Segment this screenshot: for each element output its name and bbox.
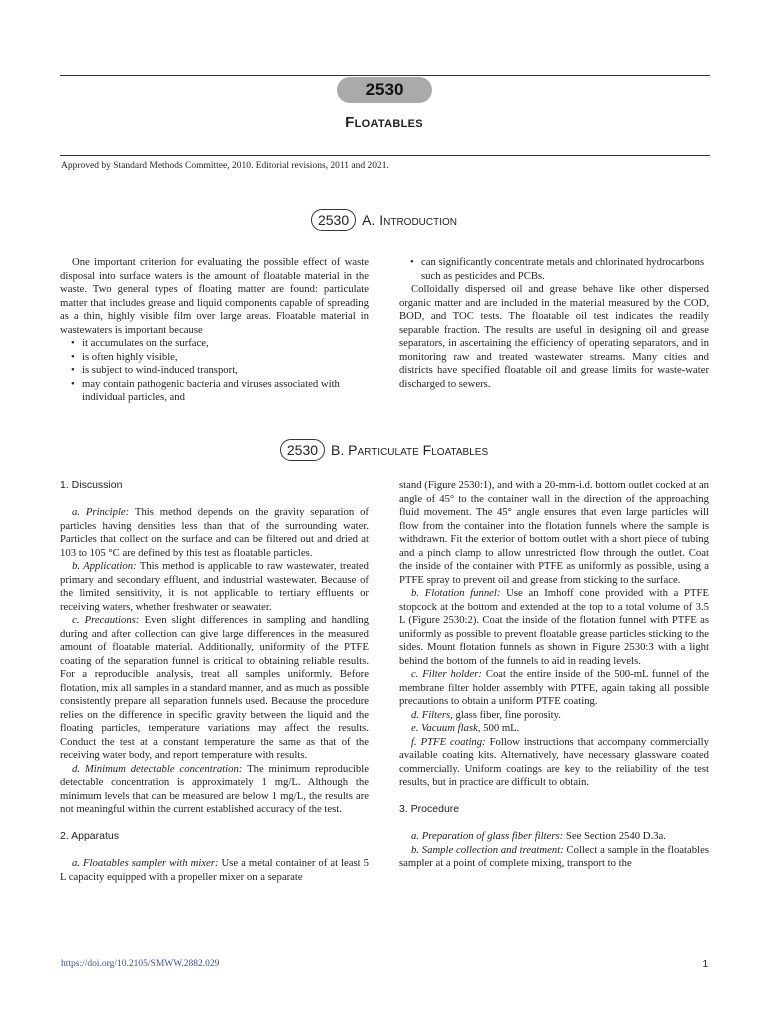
list-item: • is often highly visible, — [60, 351, 369, 365]
page-title: Floatables — [345, 114, 423, 131]
sampler-paragraph — [60, 857, 369, 884]
approval-note: Approved by Standard Methods Committee, 2010. Editorial revisions, 2011 and 2021. — [61, 161, 389, 171]
intro-paragraph: One important criterion for evaluating the possible effect of waste disposal into surface waters is the amount of floatable material in the waste. Two general types of floating matter are found: particulate matter that includes grease and liquid components capable of spreading as a thin, highly visible film over large areas. Floatable material in wastewaters is important because — [60, 256, 369, 336]
section-a-number: 2530 — [311, 209, 356, 231]
principle-paragraph — [60, 506, 369, 560]
list-item: • can significantly concentrate metals and chlorinated hydrocarbons such as pesticides and PCBs. — [399, 256, 709, 283]
intro-bullet-list — [60, 337, 369, 405]
section-a-left-column — [60, 256, 369, 405]
section-b-title: B. Particulate Floatables — [331, 442, 489, 458]
section-b-number: 2530 — [280, 439, 325, 461]
vacuum-flask-text: 500 mL. — [480, 722, 520, 734]
section-b-left-column — [60, 479, 369, 884]
sampler-label: a. Floatables sampler with mixer: — [72, 857, 219, 869]
application-label: b. Application: — [72, 560, 137, 572]
vacuum-flask-paragraph — [399, 722, 709, 736]
funnel-paragraph — [399, 587, 709, 668]
section-a-heading — [0, 209, 768, 231]
mdc-paragraph — [60, 763, 369, 817]
filter-prep-paragraph — [399, 830, 709, 844]
section-a-right-column — [399, 256, 709, 391]
stand-paragraph: stand (Figure 2530:1), and with a 20-mm-i.d. bottom outlet cocked at an angle of 45° to the container wall in the direction of the approaching fluid movement. The 45° angle ensures that even large particles will flow from the container into the flotation funnels where the sample is withdrawn. Fit the exterior of bottom outlet with a short piece of tubing and a pinch clamp to allow unrestricted flow through the outlet. Coat the inside of the container with PTFE as uniformly as possible, using a PTFE spray to prevent oil and grease from sticking to the surface. — [399, 479, 709, 586]
filters-paragraph — [399, 709, 709, 723]
procedure-heading: 3. Procedure — [399, 803, 460, 815]
sampler-text: Use a metal container of at least 5 L capacity equipped with a propeller mixer on a separate — [60, 857, 369, 883]
discussion-heading: 1. Discussion — [60, 479, 123, 491]
application-text: This method is applicable to raw wastewater, treated primary and secondary effluent, and industrial wastewater. Because of the limited sensitivity, it is not applicable to tertiary effluents or receiving waters, whether freshwater or seawater. — [60, 560, 370, 613]
principle-label: a. Principle: — [72, 506, 130, 518]
funnel-text: Use an Imhoff cone provided with a PTFE stopcock at the bottom and extended at the top to a total volume of 3.5 L (Figure 2530:2). Coat the inside of the flotation funnel with PTFE as uniformly as possible to prevent floatable grease particles sticking to the sides. Mount flotation funnels as shown in Figure 2530:3 with a light behind the bottom of the funnels to aid in reading levels. — [399, 587, 709, 667]
ptfe-coating-text: Follow instructions that accompany commercially available coating kits. Alternatively, have necessary glassware coated commercially. Uniform coatings are key to the reliability of the test results, but in practice are difficult to obtain. — [399, 735, 709, 788]
section-b-right-column — [399, 479, 709, 871]
sample-collection-paragraph — [399, 844, 709, 871]
intro-bullet-list-continued — [399, 256, 709, 283]
filter-holder-text: Coat the entire inside of the 500-mL funnel of the membrane filter holder assembly with PTFE, again taking all possible precautions to obtain a uniform PTFE coating. — [399, 668, 710, 707]
filters-text: glass fiber, fine porosity. — [452, 708, 561, 721]
mdc-label: d. Minimum detectable concentration: — [72, 762, 243, 775]
ptfe-coating-paragraph — [399, 736, 709, 790]
filter-prep-text: See Section 2540 D.3a. — [563, 830, 666, 842]
mdc-text: The minimum reproducible detectable concentration is approximately 1 mg/L. Although the minimum levels that can be measured are below 1 mg/L, the results are not meaningful within the current established accuracy of the test. — [60, 762, 369, 815]
precautions-label: c. Precautions: — [72, 614, 140, 626]
section-number-badge: 2530 — [337, 77, 432, 103]
section-b-heading — [0, 439, 768, 461]
filter-holder-paragraph — [399, 668, 709, 709]
ptfe-coating-label: f. PTFE coating: — [411, 735, 486, 748]
filters-label: d. Filters, — [411, 708, 453, 721]
list-item: • may contain pathogenic bacteria and viruses associated with individual particles, and — [60, 378, 369, 405]
list-item: • is subject to wind-induced transport, — [60, 364, 369, 378]
application-paragraph — [60, 560, 369, 614]
doi-link[interactable]: https://doi.org/10.2105/SMWW.2882.029 — [61, 959, 220, 969]
apparatus-heading: 2. Apparatus — [60, 830, 119, 842]
colloidal-paragraph: Colloidally dispersed oil and grease behave like other dispersed organic matter and are included in the material measured by the COD, BOD, and TOC tests. The floatable oil test indicates the readily separable fraction. The results are useful in designing oil and grease separators, in ascertaining the efficiency of operating separators, and in monitoring raw and treated wastewater streams. Many cities and districts have specified floatable oil and grease limits for waste-water discharged to sewers. — [399, 283, 709, 390]
sample-collection-label: b. Sample collection and treatment: — [411, 843, 564, 856]
filter-prep-label: a. Preparation of glass fiber filters: — [411, 830, 564, 842]
precautions-paragraph — [60, 614, 369, 763]
filter-holder-label: c. Filter holder: — [411, 668, 482, 680]
funnel-label: b. Flotation funnel: — [411, 587, 501, 599]
page-number: 1 — [702, 959, 708, 970]
principle-text: This method depends on the gravity separation of particles having densities less than that of the surrounding water. Particles that collect on the surface and can be filtered out and dried at 103 to 105 °C are defined by this test as floatable particles. — [60, 506, 369, 559]
vacuum-flask-label: e. Vacuum flask, — [411, 722, 481, 734]
top-rule — [60, 75, 710, 76]
precautions-text: Even slight differences in sampling and handling during and after collection can give large differences in the measured amount of floatable material. Additionally, uniformity of the PTFE coating of the separation funnel is critical to obtaining reliable results. For a reproducible analysis, treat all samples uniformly. Before flotation, mix all samples in a standard manner, and as much as possible consistently prepare all separation funnels used. Because the procedure relies on the difference in specific gravity between the liquid and the floating particles, temperature variations may affect the results. Conduct the test at a constant temperature the same as that of the receiving water body, and report temperature with results. — [60, 614, 369, 761]
sample-collection-text: Collect a sample in the floatables sampler at a point of complete mixing, transport to the — [399, 843, 709, 869]
list-item: • it accumulates on the surface, — [60, 337, 369, 351]
title-rule — [60, 155, 710, 156]
section-a-title: A. Introduction — [362, 212, 458, 228]
